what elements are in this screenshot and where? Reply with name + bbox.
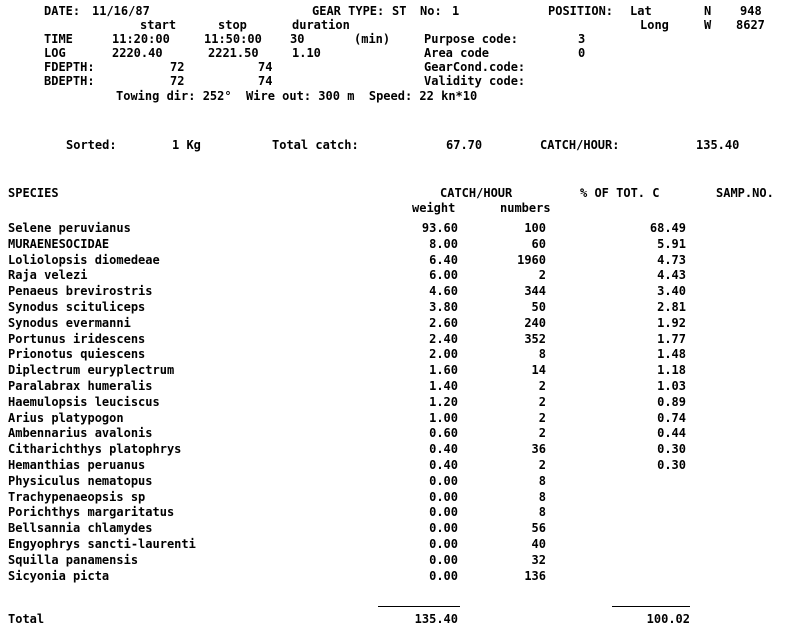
catch-numbers: 50 — [531, 300, 546, 314]
catch-numbers: 14 — [531, 363, 546, 377]
catch-weight: 0.40 — [429, 458, 458, 472]
gear-type-label: GEAR TYPE: — [312, 4, 385, 18]
total-catch-label: Total catch: — [272, 138, 359, 152]
catch-weight: 4.60 — [429, 284, 458, 298]
table-row — [0, 443, 800, 456]
percent-of-total: 0.89 — [657, 395, 686, 409]
percent-of-total: 4.43 — [657, 268, 686, 282]
percent-of-total: 0.30 — [657, 442, 686, 456]
percent-of-total: 3.40 — [657, 284, 686, 298]
species-name: Porichthys margaritatus — [8, 505, 175, 519]
catch-weight: 1.40 — [429, 379, 458, 393]
catch-weight: 0.00 — [429, 537, 458, 551]
numbers-subheader: numbers — [500, 201, 551, 215]
species-name: Portunus iridescens — [8, 332, 146, 346]
catch-weight: 3.80 — [429, 300, 458, 314]
catch-numbers: 2 — [538, 395, 546, 409]
table-row — [0, 491, 800, 504]
catch-numbers: 344 — [524, 284, 546, 298]
catch-weight: 1.60 — [429, 363, 458, 377]
col-start-label: start — [140, 18, 177, 32]
col-duration-label: duration — [292, 18, 350, 32]
position-label: POSITION: — [548, 4, 614, 18]
percent-of-total: 0.74 — [657, 411, 686, 425]
catch-numbers: 2 — [538, 379, 546, 393]
catch-weight: 2.00 — [429, 347, 458, 361]
table-row — [0, 538, 800, 551]
log-diff: 1.10 — [292, 46, 321, 60]
table-row — [0, 301, 800, 314]
species-header: SPECIES — [8, 186, 59, 200]
catch-numbers: 8 — [538, 347, 546, 361]
species-name: Loliolopsis diomedeae — [8, 253, 160, 267]
table-row — [0, 238, 800, 251]
species-name: Selene peruvianus — [8, 221, 131, 235]
catch-numbers: 100 — [524, 221, 546, 235]
species-name: Squilla panamensis — [8, 553, 139, 567]
species-name: Synodus scituliceps — [8, 300, 146, 314]
percent-of-total: 1.18 — [657, 363, 686, 377]
percent-of-total: 0.44 — [657, 426, 686, 440]
sorted-label: Sorted: — [66, 138, 117, 152]
bdepth-start: 72 — [170, 74, 185, 88]
percent-of-total: 4.73 — [657, 253, 686, 267]
catch-weight: 1.00 — [429, 411, 458, 425]
catch-numbers: 8 — [538, 490, 546, 504]
sample-number-header: SAMP.NO. — [716, 186, 774, 200]
species-name: MURAENESOCIDAE — [8, 237, 110, 251]
species-name: Hemanthias peruanus — [8, 458, 146, 472]
catch-weight: 0.00 — [429, 474, 458, 488]
table-row — [0, 285, 800, 298]
gear-type-value: ST — [392, 4, 407, 18]
table-row — [0, 459, 800, 472]
percent-of-total: 1.77 — [657, 332, 686, 346]
total-catch-value: 67.70 — [446, 138, 483, 152]
total-weight: 135.40 — [414, 612, 458, 626]
gearcond-label: GearCond.code: — [424, 60, 526, 74]
bdepth-label: BDEPTH: — [44, 74, 95, 88]
catch-weight: 8.00 — [429, 237, 458, 251]
validity-label: Validity code: — [424, 74, 526, 88]
species-name: Ambennarius avalonis — [8, 426, 153, 440]
catch-weight: 0.00 — [429, 569, 458, 583]
time-stop: 11:50:00 — [204, 32, 262, 46]
catch-hour-value: 135.40 — [696, 138, 740, 152]
duration-value: 30 — [290, 32, 305, 46]
species-name: Paralabrax humeralis — [8, 379, 153, 393]
long-label: Long — [640, 18, 669, 32]
time-label: TIME — [44, 32, 73, 46]
long-hemisphere: W — [704, 18, 712, 32]
towing-line: Towing dir: 252° Wire out: 300 m Speed: 22 kn*10 — [116, 89, 478, 103]
table-row — [0, 380, 800, 393]
weight-subheader: weight — [412, 201, 456, 215]
no-value: 1 — [452, 4, 460, 18]
catch-weight: 93.60 — [421, 221, 458, 235]
fdepth-stop: 74 — [258, 60, 273, 74]
table-row — [0, 317, 800, 330]
percent-of-total: 0.30 — [657, 458, 686, 472]
duration-unit: (min) — [354, 32, 391, 46]
catch-numbers: 2 — [538, 426, 546, 440]
catch-numbers: 8 — [538, 474, 546, 488]
species-name: Bellsannia chlamydes — [8, 521, 153, 535]
long-value: 8627 — [736, 18, 765, 32]
table-row — [0, 570, 800, 583]
catch-weight: 6.00 — [429, 268, 458, 282]
species-name: Penaeus brevirostris — [8, 284, 153, 298]
catch-numbers: 2 — [538, 458, 546, 472]
percent-total-rule — [612, 606, 690, 607]
lat-hemisphere: N — [704, 4, 712, 18]
catch-hour-header: CATCH/HOUR — [440, 186, 513, 200]
table-row — [0, 522, 800, 535]
log-start: 2220.40 — [112, 46, 163, 60]
species-name: Diplectrum euryplectrum — [8, 363, 175, 377]
table-row — [0, 269, 800, 282]
catch-numbers: 40 — [531, 537, 546, 551]
bdepth-stop: 74 — [258, 74, 273, 88]
table-row — [0, 364, 800, 377]
total-percent: 100.02 — [646, 612, 690, 626]
area-value: 0 — [578, 46, 586, 60]
species-name: Raja velezi — [8, 268, 88, 282]
percent-of-total: 5.91 — [657, 237, 686, 251]
catch-numbers: 36 — [531, 442, 546, 456]
purpose-value: 3 — [578, 32, 586, 46]
catch-weight: 6.40 — [429, 253, 458, 267]
col-stop-label: stop — [218, 18, 247, 32]
area-label: Area code — [424, 46, 490, 60]
table-row — [0, 506, 800, 519]
catch-weight: 0.40 — [429, 442, 458, 456]
table-row — [0, 222, 800, 235]
catch-numbers: 136 — [524, 569, 546, 583]
catch-numbers: 352 — [524, 332, 546, 346]
species-name: Trachypenaeopsis sp — [8, 490, 146, 504]
date-label: DATE: — [44, 4, 81, 18]
log-stop: 2221.50 — [208, 46, 259, 60]
date-value: 11/16/87 — [92, 4, 150, 18]
table-row — [0, 412, 800, 425]
catch-weight: 2.60 — [429, 316, 458, 330]
percent-of-total: 1.48 — [657, 347, 686, 361]
catch-numbers: 8 — [538, 505, 546, 519]
catch-numbers: 32 — [531, 553, 546, 567]
catch-weight: 0.00 — [429, 490, 458, 504]
catch-weight: 0.60 — [429, 426, 458, 440]
fdepth-start: 72 — [170, 60, 185, 74]
catch-weight: 1.20 — [429, 395, 458, 409]
weight-total-rule — [378, 606, 460, 607]
species-name: Prionotus quiescens — [8, 347, 146, 361]
time-start: 11:20:00 — [112, 32, 170, 46]
catch-numbers: 56 — [531, 521, 546, 535]
fdepth-label: FDEPTH: — [44, 60, 95, 74]
percent-of-total: 68.49 — [649, 221, 686, 235]
lat-value: 948 — [740, 4, 762, 18]
catch-weight: 0.00 — [429, 521, 458, 535]
table-row — [0, 554, 800, 567]
no-label: No: — [420, 4, 442, 18]
species-name: Engyophrys sancti-laurenti — [8, 537, 196, 551]
catch-hour-label: CATCH/HOUR: — [540, 138, 620, 152]
percent-total-header: % OF TOT. C — [580, 186, 660, 200]
catch-weight: 2.40 — [429, 332, 458, 346]
catch-numbers: 240 — [524, 316, 546, 330]
species-name: Physiculus nematopus — [8, 474, 153, 488]
catch-numbers: 2 — [538, 268, 546, 282]
percent-of-total: 1.03 — [657, 379, 686, 393]
percent-of-total: 2.81 — [657, 300, 686, 314]
catch-numbers: 1960 — [517, 253, 546, 267]
table-row — [0, 396, 800, 409]
species-name: Haemulopsis leuciscus — [8, 395, 160, 409]
table-row — [0, 348, 800, 361]
percent-of-total: 1.92 — [657, 316, 686, 330]
catch-numbers: 60 — [531, 237, 546, 251]
log-label: LOG — [44, 46, 66, 60]
catch-weight: 0.00 — [429, 505, 458, 519]
species-name: Sicyonia picta — [8, 569, 110, 583]
table-row — [0, 475, 800, 488]
species-name: Synodus evermanni — [8, 316, 131, 330]
species-name: Citharichthys platophrys — [8, 442, 182, 456]
purpose-label: Purpose code: — [424, 32, 518, 46]
catch-weight: 0.00 — [429, 553, 458, 567]
table-row — [0, 254, 800, 267]
table-row — [0, 427, 800, 440]
total-label: Total — [8, 612, 45, 626]
sorted-value: 1 Kg — [172, 138, 201, 152]
lat-label: Lat — [630, 4, 652, 18]
catch-numbers: 2 — [538, 411, 546, 425]
table-row — [0, 333, 800, 346]
species-name: Arius platypogon — [8, 411, 124, 425]
